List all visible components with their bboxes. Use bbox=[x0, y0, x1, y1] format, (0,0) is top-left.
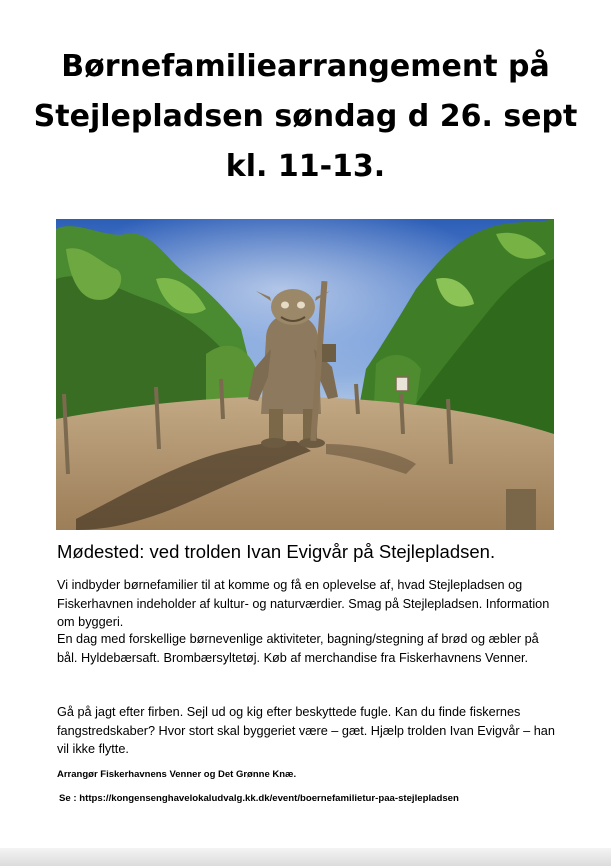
activities-paragraph: En dag med forskellige børnevenlige aktiviteter, bagning/stegning af brød og æbler på bål. Hyldebærsaft. Brombærsyltetøj. Køb af merchandise fra Fiskerhavnens Venner. bbox=[57, 632, 539, 665]
invite-paragraph: Vi indbyder børnefamilier til at komme og få en oplevelse af, hvad Stejlepladsen og Fiskerhavnen indeholder af kultur- og naturværdier. Smag på Stejlepladsen. Information om byggeri. bbox=[57, 578, 550, 629]
see-prefix: Se : bbox=[59, 793, 80, 804]
meeting-place: Mødested: ved trolden Ivan Evigvår på Stejlepladsen. bbox=[57, 541, 496, 562]
organizer-line: Arrangør Fiskerhavnens Venner og Det Grønne Knæ. bbox=[57, 769, 297, 780]
title-line-1: Børnefamiliearrangement på bbox=[61, 49, 550, 84]
title-line-2: Stejlepladsen søndag d 26. sept bbox=[33, 99, 578, 134]
title-line-3: kl. 11-13. bbox=[225, 149, 386, 184]
event-url[interactable]: https://kongensenghavelokaludvalg.kk.dk/event/boernefamilietur-paa-stejlepladsen bbox=[79, 793, 459, 804]
see-link-line bbox=[59, 792, 599, 806]
hunt-paragraph: Gå på jagt efter firben. Sejl ud og kig efter beskyttede fugle. Kan du finde fiskernes fangstredskaber? Hvor stort skal byggeriet være – gæt. Hjælp trolden Ivan Evigvår – han vil ikke flytte. bbox=[57, 705, 555, 756]
page-bottom-edge bbox=[0, 848, 611, 866]
troll-photo bbox=[56, 219, 554, 530]
page-title bbox=[20, 42, 591, 192]
